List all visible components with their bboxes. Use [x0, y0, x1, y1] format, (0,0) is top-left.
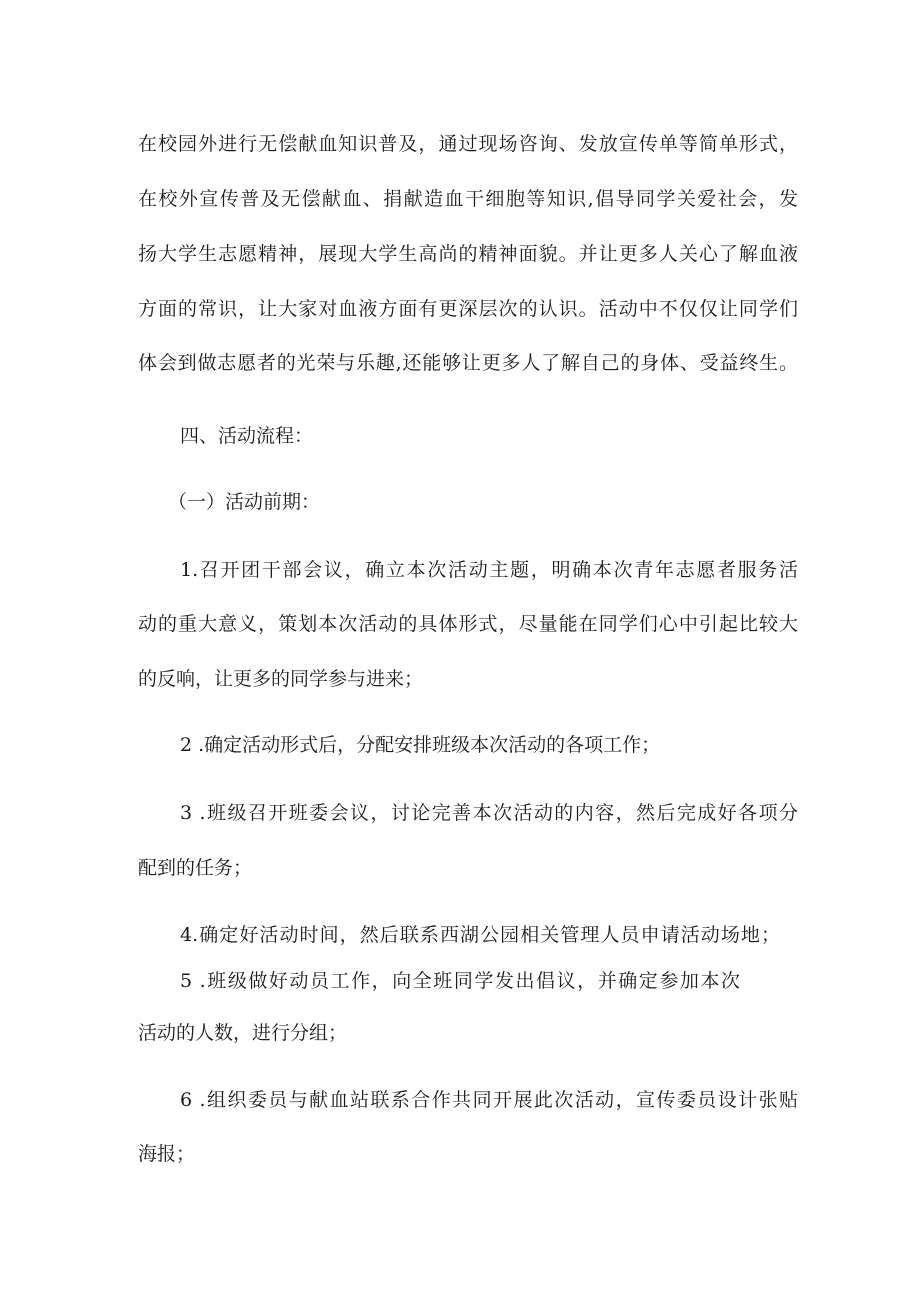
paragraph-line: 扬大学生志愿精神，展现大学生高尚的精神面貌。并让更多人关心了解血液 [138, 243, 798, 265]
list-item-line: 活动的人数，进行分组； [138, 1022, 348, 1044]
list-item-line: 1.召开团干部会议，确立本次活动主题，明确本次青年志愿者服务活 [180, 559, 798, 581]
paragraph-line: 体会到做志愿者的光荣与乐趣,还能够让更多人了解自己的身体、受益终生。 [138, 352, 798, 374]
section-heading: 四、活动流程： [180, 425, 314, 447]
list-item-line: 3 .班级召开班委会议，讨论完善本次活动的内容，然后完成好各项分 [180, 802, 798, 824]
list-item-line: 2 .确定活动形式后，分配安排班级本次活动的各项工作； [180, 734, 661, 756]
paragraph-line: 在校外宣传普及无偿献血、捐献造血干细胞等知识,倡导同学关爱社会，发 [138, 188, 798, 210]
list-item-line: 动的重大意义，策划本次活动的具体形式，尽量能在同学们心中引起比较大 [138, 613, 798, 635]
list-item-line: 海报； [138, 1143, 196, 1165]
list-item-line: 4.确定好活动时间，然后联系西湖公园相关管理人员申请活动场地； [180, 924, 780, 946]
list-item-line: 的反响，让更多的同学参与进来； [138, 668, 424, 690]
paragraph-line: 方面的常识，让大家对血液方面有更深层次的认识。活动中不仅仅让同学们 [138, 298, 798, 320]
list-item-line: 5 .班级做好动员工作，向全班同学发出倡议，并确定参加本次 [180, 970, 740, 992]
paragraph-line: 在校园外进行无偿献血知识普及，通过现场咨询、发放宣传单等简单形式， [138, 133, 798, 155]
list-item-line: 配到的任务； [138, 857, 253, 879]
list-item-line: 6 .组织委员与献血站联系合作共同开展此次活动，宣传委员设计张贴 [180, 1089, 798, 1111]
subsection-heading: （一）活动前期： [168, 491, 321, 513]
